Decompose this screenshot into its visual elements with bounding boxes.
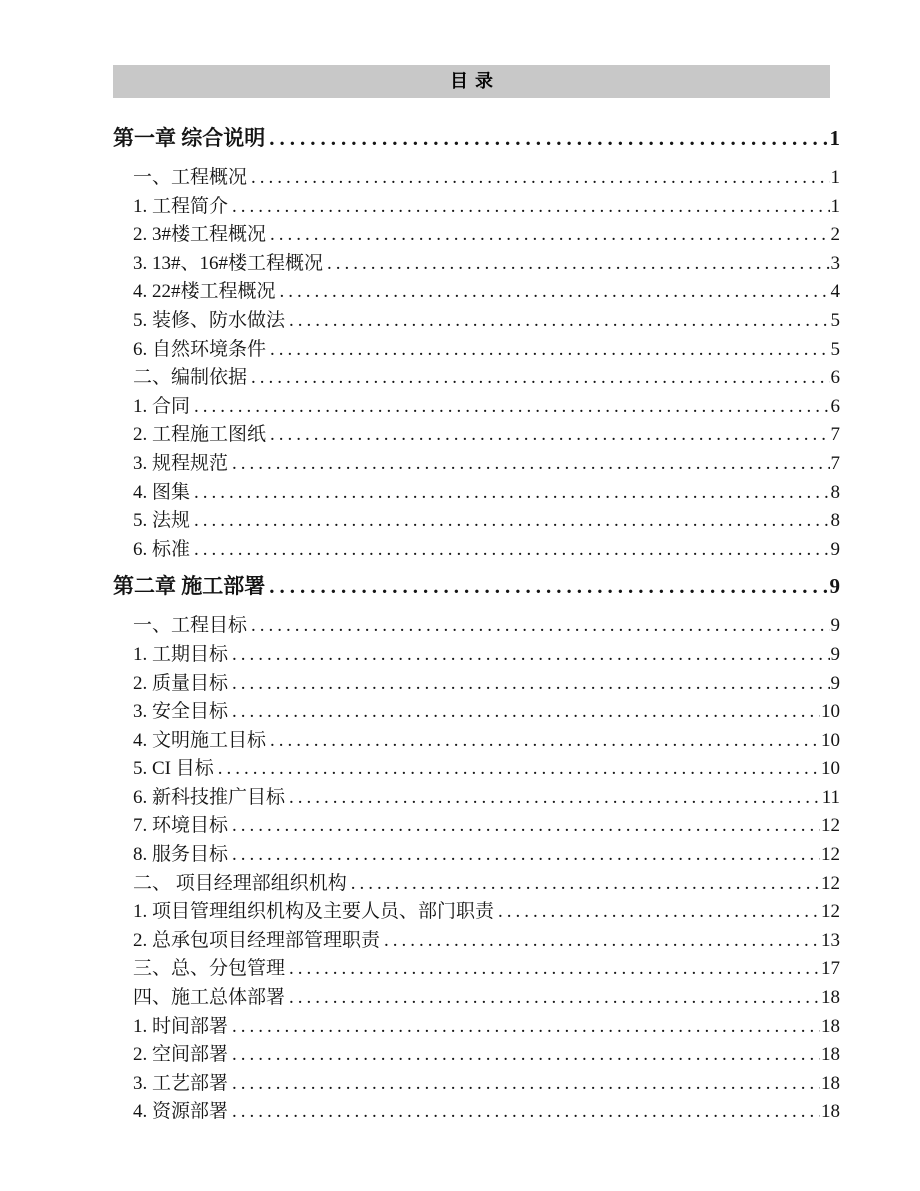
toc-entry-item[interactable] [113,727,840,756]
toc-entry-label: 3. 工艺部署 [133,1072,229,1094]
toc-entry-item[interactable] [113,1070,840,1099]
toc-entry-page: 10 [821,758,840,780]
toc-entry-label: 1. 工程简介 [133,195,229,217]
toc-entry-page: 4 [830,281,840,303]
toc-entry-page: 1 [830,195,840,217]
dot-leader [232,1070,820,1099]
toc-entry-label: 2. 质量目标 [133,672,229,694]
toc-entry-item[interactable] [113,927,840,956]
dot-leader [270,221,829,250]
toc-entry-item[interactable] [113,507,840,536]
toc-title: 目录 [450,71,500,91]
toc-entry-label: 5. 法规 [133,510,191,532]
dot-leader [270,421,829,450]
toc-entry-label: 5. CI 目标 [133,758,214,780]
toc-entry-page: 18 [821,1072,840,1094]
toc-entry-section[interactable] [113,164,840,193]
toc-entry-page: 8 [830,481,840,503]
toc-entry-page: 1 [830,167,840,188]
toc-entry-page: 10 [821,729,840,751]
toc-entry-label: 6. 自然环境条件 [133,338,267,360]
toc-entry-page: 18 [821,987,840,1009]
dot-leader [289,784,821,813]
toc-entry-page: 9 [830,615,840,637]
dot-leader [498,898,820,927]
dot-leader [289,307,829,336]
dot-leader [232,841,820,870]
toc-entry-label: 3. 13#、16#楼工程概况 [133,252,324,274]
dot-leader [270,727,820,756]
dot-leader [269,123,828,153]
dot-leader [232,670,829,699]
dot-leader [194,507,829,536]
toc-entry-page: 9 [830,643,840,665]
toc-entry-page: 8 [830,510,840,532]
toc-entry-label: 一、工程目标 [133,615,248,637]
toc-entry-label: 三、总、分包管理 [133,958,286,980]
toc-entry-label: 8. 服务目标 [133,844,229,866]
dot-leader [269,571,828,601]
dot-leader [251,612,829,641]
toc-entry-page: 11 [821,786,840,808]
toc-entry-label: 一、工程概况 [133,167,248,188]
toc-entry-chapter[interactable] [113,123,840,153]
toc-entry-page: 5 [830,338,840,360]
dot-leader [270,336,829,365]
dot-leader [232,193,829,222]
toc-entry-label: 四、施工总体部署 [133,987,286,1009]
toc-entry-item[interactable] [113,221,840,250]
toc-entry-item[interactable] [113,393,840,422]
toc-entry-chapter[interactable] [113,571,840,601]
toc-title-bar [113,65,830,98]
toc-entry-page: 9 [829,574,840,599]
toc-entry-page: 18 [821,1044,840,1066]
dot-leader [194,479,829,508]
dot-leader [251,364,829,393]
toc-entry-label: 第二章 施工部署 [113,574,266,599]
toc-entry-item[interactable] [113,641,840,670]
toc-entry-label: 2. 工程施工图纸 [133,424,267,446]
toc-entry-page: 5 [830,309,840,331]
toc-entry-page: 7 [830,452,840,474]
dot-leader [232,450,829,479]
toc-entry-label: 6. 新科技推广目标 [133,786,286,808]
toc-entry-page: 6 [830,395,840,417]
toc-entry-page: 17 [821,958,840,980]
toc-entry-item[interactable] [113,278,840,307]
toc-entry-item[interactable] [113,841,840,870]
toc-entry-item[interactable] [113,755,840,784]
dot-leader [232,812,820,841]
toc-entry-label: 4. 22#楼工程概况 [133,281,276,303]
toc-entry-label: 7. 环境目标 [133,815,229,837]
toc-entry-page: 13 [821,929,840,951]
toc-entry-section[interactable] [113,984,840,1013]
toc-entry-page: 18 [821,1101,840,1123]
toc-entry-label: 二、 项目经理部组织机构 [133,872,347,894]
toc-entry-label: 1. 合同 [133,395,191,417]
toc-entry-label: 5. 装修、防水做法 [133,309,286,331]
dot-leader [232,698,820,727]
dot-leader [218,755,820,784]
toc-entry-page: 9 [830,672,840,694]
toc-entry-page: 2 [830,224,840,246]
toc-entry-item[interactable] [113,784,840,813]
toc-entry-section[interactable] [113,870,840,899]
toc-entry-item[interactable] [113,898,840,927]
toc-entry-item[interactable] [113,536,840,565]
toc-entry-page: 12 [821,844,840,866]
toc-entry-item[interactable] [113,812,840,841]
toc-entry-page: 12 [821,815,840,837]
dot-leader [232,641,829,670]
dot-leader [194,393,829,422]
toc-entry-item[interactable] [113,450,840,479]
toc-entry-section[interactable] [113,955,840,984]
dot-leader [280,278,830,307]
toc-entry-page: 12 [821,872,840,894]
toc-entry-label: 4. 图集 [133,481,191,503]
toc-entry-label: 4. 资源部署 [133,1101,229,1123]
toc-entry-item[interactable] [113,307,840,336]
dot-leader [289,984,820,1013]
toc-list [113,98,840,1127]
toc-entry-page: 9 [830,538,840,560]
toc-entry-item[interactable] [113,421,840,450]
toc-entry-label: 2. 总承包项目经理部管理职责 [133,929,381,951]
dot-leader [194,536,829,565]
toc-entry-page: 10 [821,701,840,723]
toc-entry-item[interactable] [113,1041,840,1070]
dot-leader [384,927,820,956]
toc-entry-label: 二、编制依据 [133,367,248,389]
toc-entry-item[interactable] [113,336,840,365]
toc-entry-item[interactable] [113,1013,840,1042]
toc-entry-label: 第一章 综合说明 [113,126,266,150]
dot-leader [327,250,829,279]
dot-leader [251,164,829,193]
dot-leader [351,870,820,899]
toc-entry-item[interactable] [113,479,840,508]
toc-entry-page: 1 [829,126,840,150]
toc-entry-page: 7 [830,424,840,446]
toc-entry-label: 6. 标准 [133,538,191,560]
toc-entry-label: 3. 安全目标 [133,701,229,723]
toc-entry-item[interactable] [113,698,840,727]
dot-leader [232,1041,820,1070]
toc-entry-label: 1. 工期目标 [133,643,229,665]
toc-entry-item[interactable] [113,250,840,279]
toc-entry-label: 1. 项目管理组织机构及主要人员、部门职责 [133,901,495,923]
toc-entry-page: 3 [830,252,840,274]
toc-entry-section[interactable] [113,612,840,641]
toc-entry-page: 12 [821,901,840,923]
toc-entry-item[interactable] [113,193,840,222]
dot-leader [232,1013,820,1042]
dot-leader [232,1098,820,1127]
toc-entry-label: 1. 时间部署 [133,1015,229,1037]
toc-entry-label: 4. 文明施工目标 [133,729,267,751]
dot-leader [289,955,820,984]
toc-entry-section[interactable] [113,364,840,393]
toc-entry-page: 18 [821,1015,840,1037]
toc-entry-label: 3. 规程规范 [133,452,229,474]
toc-entry-item[interactable] [113,1098,840,1127]
toc-entry-page: 6 [830,367,840,389]
toc-entry-item[interactable] [113,670,840,699]
toc-entry-label: 2. 3#楼工程概况 [133,224,267,246]
toc-entry-label: 2. 空间部署 [133,1044,229,1066]
